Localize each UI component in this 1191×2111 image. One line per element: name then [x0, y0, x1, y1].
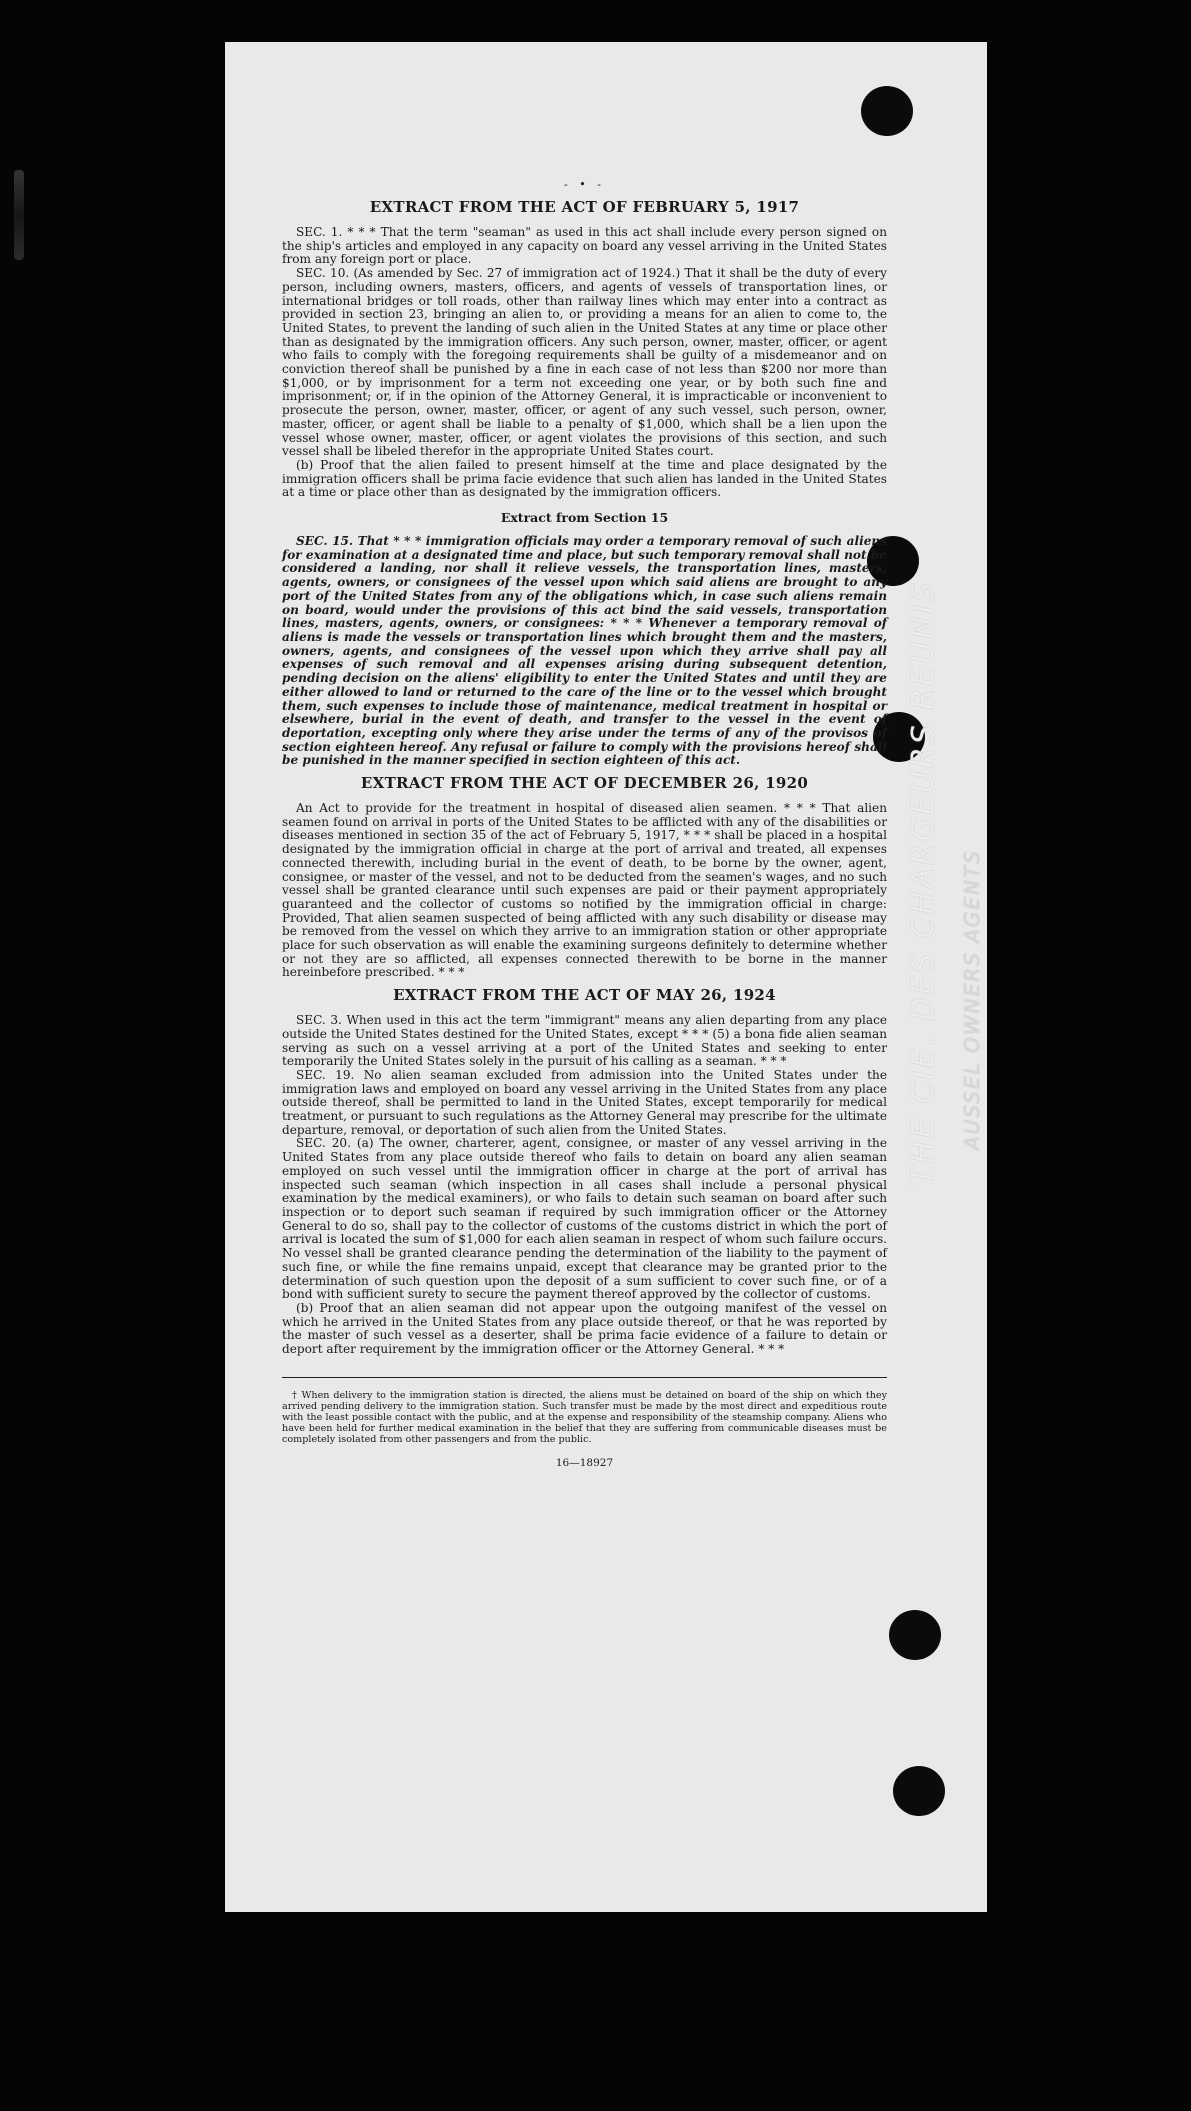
heading-section-15: Extract from Section 15	[500, 510, 669, 526]
ornament-mark: - • -	[564, 178, 605, 191]
paragraph-sec19: SEC. 19. No alien seaman excluded from admission into the United States under the immigration laws and employed on board any vessel arriving in the United States from any place outside thereof, shall be permitted to land in the United States, except temporarily for medical treatment, or pursuant to such regulations as the Attorney General may prescribe for the ultimate departure, removal, or deportation of such alien from the United States.	[282, 1067, 887, 1137]
paragraph-sec15: SEC. 15. That * * * immigration officials may order a temporary removal of such aliens for examination at a designated time and place, but such temporary removal shall not be considered a landing, nor shall it relieve vessels, the transportation lines, masters, agents, owners, or consignees of the vessel upon which said aliens are brought to any port of the United States from any of the obligations which, in case such aliens remain on board, would under the provisions of this act bind the said vessels, transportation lines, masters, agents, owners, or consignees: * * * Whenever a temporary removal of aliens is made the vessels or transportation lines which brought them and the masters, owners, agents, and consignees of the vessel upon which they arrive shall pay all expenses of such removal and all expenses arising during subsequent detention, pending decision on the aliens' eligibility to enter the United States and until they are either allowed to land or returned to the care of the line or to the vessel which brought them, such expenses to include those of maintenance, medical treatment in hospital or elsewhere, burial in the event of death, and transfer to the vessel in the event of deportation, excepting only where they arise under the terms of any of the provisos of section eighteen hereof. Any refusal or failure to comply with the provisions hereof shall be punished in the manner specified in section eighteen of this act.	[282, 534, 887, 768]
footnote: † When delivery to the immigration station is directed, the aliens must be detained on board of the ship on which they arrived pending delivery to the immigration station. Such transfer must be made by the most direct and expeditious route with the least possible contact with the public, and at the expense and responsibility of the steamship company. Aliens who have been held for further medical examination in the belief that they are suffering from communicable diseases must be completely isolated from other passengers and from the public.	[282, 1389, 887, 1445]
form-number: 16—18927	[555, 1456, 614, 1469]
paragraph-sec3: SEC. 3. When used in this act the term "immigrant" means any alien departing from any place outside the United States destined for the United States, except * * * (5) a bona fide alien seaman serving as such on a vessel arriving at a port of the United States and seeking to enter temporarily the United States solely in the pursuit of his calling as a seaman. * * *	[282, 1013, 887, 1069]
document-page	[225, 42, 987, 1912]
paragraph-sec10: SEC. 10. (As amended by Sec. 27 of immigration act of 1924.) That it shall be the duty of every person, including owners, masters, officers, and agents of vessels of transportation lines, or international bridges or toll roads, other than railway lines which may enter into a contract as provided in section 23, bringing an alien to, or providing a means for an alien to come to, the United States, to prevent the landing of such alien in the United States at any time or place other than as designated by the immigration officers. Any such person, owner, master, officer, or agent who fails to comply with the foregoing requirements shall be guilty of a misdemeanor and on conviction thereof shall be punished by a fine in each case of not less than $200 nor more than $1,000, or by imprisonment for a term not exceeding one year, or by both such fine and imprisonment; or, if in the opinion of the Attorney General, it is impracticable or inconvenient to prosecute the person, owner, master, officer, or agent of any such vessel, such person, owner, master, officer, or agent shall be liable to a penalty of $1,000, which shall be a lien upon the vessel whose owner, master, officer, or agent violates the provisions of this section, and such vessel shall be libeled therefor in the appropriate United States court.	[282, 266, 887, 459]
punch-hole	[861, 86, 913, 136]
heading-act-1917: EXTRACT FROM THE ACT OF FEBRUARY 5, 1917	[369, 198, 800, 216]
paragraph-sec20b: (b) Proof that an alien seaman did not appear upon the outgoing manifest of the vessel on which he arrived in the United States from any place outside thereof, or that he was reported by the master of such vessel as a deserter, shall be prima facie evidence of a failure to detain or deport after requirement by the immigration officer or the Attorney General. * * *	[282, 1300, 887, 1357]
footnote-divider	[282, 1377, 887, 1378]
heading-act-1924: EXTRACT FROM THE ACT OF MAY 26, 1924	[393, 986, 776, 1005]
handwritten-annotation: THE CIE. DES CHARGEURS REUNIS	[906, 579, 941, 1185]
paragraph-sec10b: (b) Proof that the alien failed to present himself at the time and place designated by the immigration officers shall be prima facie evidence that such alien has landed in the United States at a time or place other than as designated by the immigration officers.	[282, 457, 887, 500]
heading-act-1920: EXTRACT FROM THE ACT OF DECEMBER 26, 1920	[360, 774, 809, 793]
document-body	[282, 178, 887, 1469]
film-scratch	[14, 170, 24, 260]
paragraph-act-1920: An Act to provide for the treatment in hospital of diseased alien seamen. * * * That alien seamen found on arrival in ports of the United States to be afflicted with any of the disabilities or diseases mentioned in section 35 of the act of February 5, 1917, * * * shall be placed in a hospital designated by the immigration official in charge at the port of arrival and treated, all expenses connected therewith, including burial in the event of death, to be borne by the owner, agent, consignee, or master of the vessel, and not to be deducted from the seamen's wages, and no such vessel shall be granted clearance until such expenses are paid or their payment appropriately guaranteed and the collector of customs so notified by the immigration official in charge: Provided, That alien seamen suspected of being afflicted with any such disability or disease may be removed from the vessel on which they arrive to an immigration station or other appropriate place for such observation as will enable the examining surgeons definitely to determine whether or not they are so afflicted, all expenses connected therewith to be borne in the manner hereinbefore prescribed. * * *	[282, 801, 887, 980]
punch-hole	[889, 1610, 941, 1660]
paragraph-sec20: SEC. 20. (a) The owner, charterer, agent, consignee, or master of any vessel arriving in the United States from any place outside thereof who fails to detain on board any alien seaman employed on such vessel until the immigration officer in charge at the port of arrival has inspected such seaman (which inspection in all cases shall include a personal physical examination by the medical examiners), or who fails to detain such seaman on board after such inspection or to deport such seaman if required by such immigration officer or the Attorney General to do so, shall pay to the collector of customs of the customs district in which the port of arrival is located the sum of $1,000 for each alien seaman in respect of whom such failure occurs. No vessel shall be granted clearance pending the determination of the liability to the payment of such fine, or while the fine remains unpaid, except that clearance may be granted prior to the determination of such question upon the deposit of a sum sufficient to cover such fine, or of a bond with sufficient surety to secure the payment thereof approved by the collector of customs.	[282, 1136, 887, 1302]
handwritten-annotation-secondary: AUSSEL OWNERS AGENTS	[960, 849, 984, 1150]
paragraph-sec1: SEC. 1. * * * That the term "seaman" as used in this act shall include every person signed on the ship's articles and employed in any capacity on board any vessel arriving in the United States from any foreign port or place.	[282, 225, 887, 267]
punch-hole	[893, 1766, 945, 1816]
